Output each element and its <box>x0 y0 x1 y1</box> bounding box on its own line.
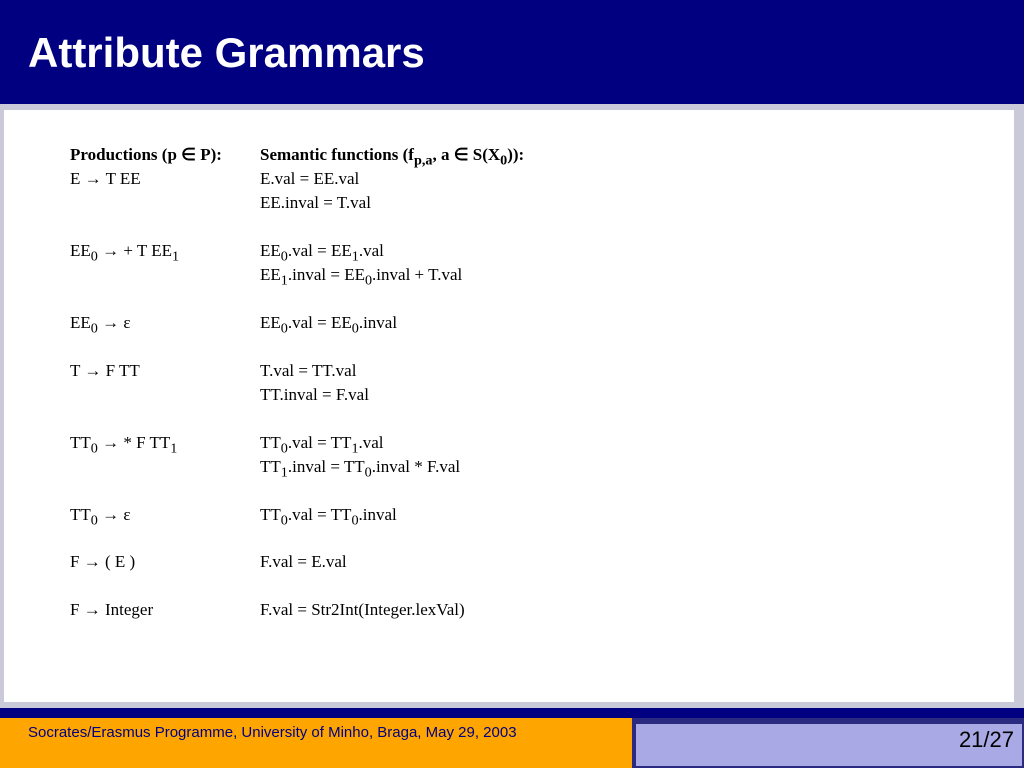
page-number: 21/27 <box>958 727 1014 752</box>
semantic-function: TT.inval = F.val <box>260 385 369 404</box>
semantic-function: F.val = Str2Int(Integer.lexVal) <box>260 600 465 619</box>
semantic-function: $TT_0.val = TT_1.val$ <box>260 433 384 457</box>
production: $TT_0$ → * F $TT_1$ <box>70 433 178 457</box>
semantic-function: $EE_0.val$ = $EE_0.inval$ <box>260 313 398 337</box>
semantic-function: EE.inval = T.val <box>260 193 371 212</box>
slide-title: Attribute Grammars <box>28 29 425 76</box>
semantic-function: F.val = E.val <box>260 552 347 571</box>
production: $TT_0 \to \varepsilon$ <box>70 505 131 529</box>
semantic-function: $EE_1.inval$ = $EE_0.inval + T.val$ <box>260 265 463 289</box>
production: $EE_0 \to \varepsilon$ <box>70 313 131 337</box>
semantic-function: T.val = TT.val <box>260 361 357 380</box>
production: E → T EE <box>70 169 141 188</box>
footer-band <box>0 708 1024 718</box>
content-area <box>4 110 1014 702</box>
production: T → F TT <box>70 361 140 380</box>
semantic-function: $EE_0.val = EE_1.val$ <box>260 241 384 265</box>
footer-text: Socrates/Erasmus Programme, University of Minho, Braga, May 29, 2003 <box>28 724 517 741</box>
production: F → ( E ) <box>70 552 136 571</box>
production: F → Integer <box>70 600 154 619</box>
semantic-function: $TT_0.val$ = $TT_0.inval$ <box>260 505 397 529</box>
production: $EE_0$ → + T $EE_1$ <box>70 241 180 265</box>
productions-header: Productions (p ∈ P): <box>70 145 222 164</box>
semantic-function: E.val = EE.val <box>260 169 360 188</box>
semantic-function: $TT_1.inval$ = $TT_0.inval * F.val$ <box>260 457 461 481</box>
semantic-functions-header: Semantic functions ($f_{p,a}$, a ∈ $S(X_0)$): <box>260 145 525 169</box>
